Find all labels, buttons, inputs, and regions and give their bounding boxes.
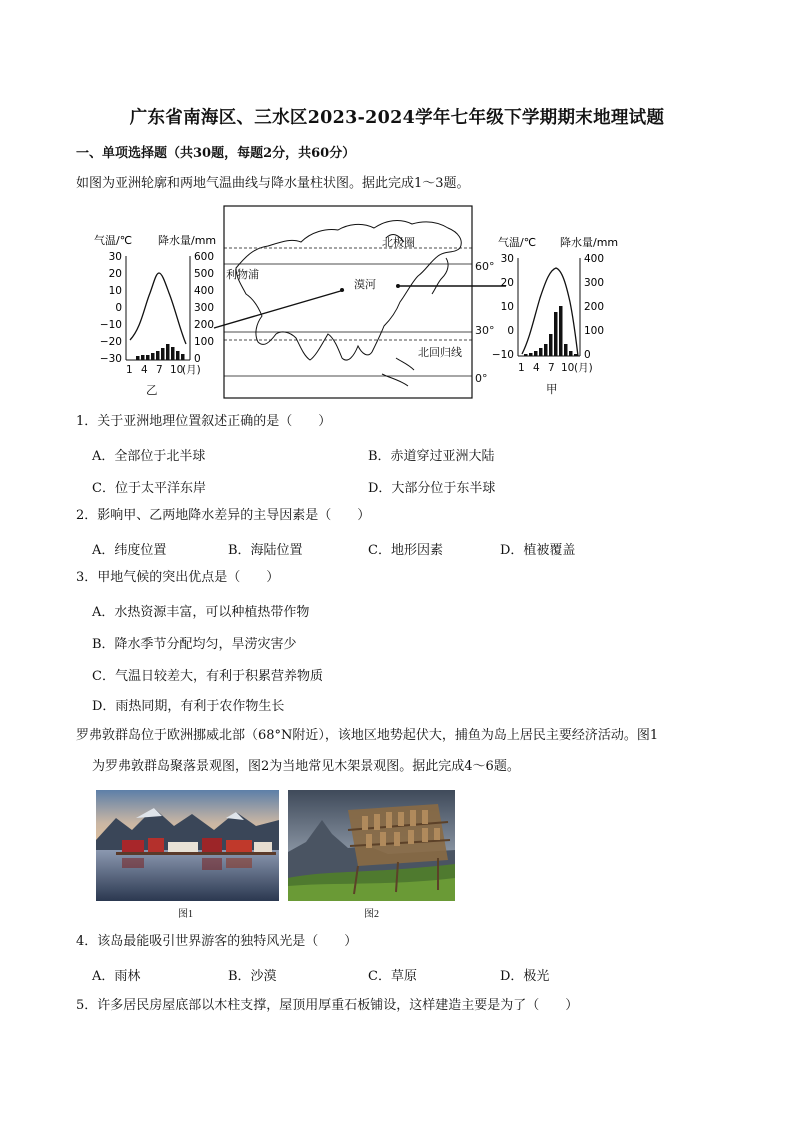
q1-option-b[interactable]: B．赤道穿过亚洲大陆 bbox=[368, 449, 495, 464]
page-title: 广东省南海区、三水区2023-2024学年七年级下学期期末地理试题 bbox=[129, 108, 665, 128]
q4-option-a[interactable]: A．雨林 bbox=[92, 969, 141, 984]
question-1-stem: 1．关于亚洲地理位置叙述正确的是（ ） bbox=[76, 414, 332, 429]
question-5-stem: 5．许多居民房屋底部以木柱支撑，屋顶用厚重石板铺设，这样建造主要是为了（ ） bbox=[76, 998, 579, 1013]
question-3-stem: 3．甲地气候的突出优点是（ ） bbox=[76, 570, 280, 585]
tick: 100 bbox=[584, 325, 605, 337]
tick: 10 bbox=[170, 364, 184, 376]
city-label: 利物浦 bbox=[226, 268, 259, 281]
q2-option-a[interactable]: A．纬度位置 bbox=[92, 543, 167, 558]
tick: 600 bbox=[194, 251, 215, 263]
asia-climate-figure bbox=[86, 198, 646, 406]
q3-option-d[interactable]: D．雨热同期，有利于农作物生长 bbox=[92, 699, 285, 714]
q2-option-b[interactable]: B．海陆位置 bbox=[228, 543, 303, 558]
figure-2-caption: 图2 bbox=[364, 909, 379, 920]
tick: 4 bbox=[533, 362, 540, 374]
q3-option-b[interactable]: B．降水季节分配均匀，旱涝灾害少 bbox=[92, 637, 297, 652]
tick: −10 bbox=[99, 319, 122, 331]
drying-rack-photo bbox=[288, 790, 455, 901]
tick: 1 bbox=[518, 362, 525, 374]
tick: 500 bbox=[194, 268, 215, 280]
tick: 4 bbox=[141, 364, 148, 376]
q4-option-d[interactable]: D．极光 bbox=[500, 969, 550, 984]
tick: 1 bbox=[126, 364, 133, 376]
tick: 400 bbox=[584, 253, 605, 265]
tick: 200 bbox=[194, 319, 215, 331]
tick: 300 bbox=[584, 277, 605, 289]
section-heading: 一、单项选择题（共30题，每题2分，共60分） bbox=[76, 146, 356, 161]
q3-option-c[interactable]: C．气温日较差大，有利于积累营养物质 bbox=[92, 669, 323, 684]
lat-60-label: 60° bbox=[475, 260, 495, 273]
q3-option-a[interactable]: A．水热资源丰富，可以种植热带作物 bbox=[92, 605, 310, 620]
tick: 100 bbox=[194, 336, 215, 348]
tick: −30 bbox=[99, 353, 122, 365]
tick: 0 bbox=[584, 349, 591, 361]
q2-option-d[interactable]: D．植被覆盖 bbox=[500, 543, 576, 558]
tick: −20 bbox=[99, 336, 122, 348]
tick: 400 bbox=[194, 285, 215, 297]
arctic-circle-label: 北极圈 bbox=[382, 236, 415, 249]
figure-1-caption: 图1 bbox=[178, 909, 193, 920]
tick: 200 bbox=[584, 301, 605, 313]
climate-chart-yi bbox=[94, 233, 216, 397]
q4-option-b[interactable]: B．沙漠 bbox=[228, 969, 277, 984]
tropic-label: 北回归线 bbox=[418, 346, 462, 359]
intro-text: 如图为亚洲轮廓和两地气温曲线与降水量柱状图。据此完成1～3题。 bbox=[76, 176, 470, 191]
temp-axis-label: 气温/℃ bbox=[498, 236, 537, 249]
tick: 10 bbox=[108, 285, 122, 297]
tick: 7 bbox=[156, 364, 163, 376]
temp-axis-label: 气温/℃ bbox=[94, 234, 133, 247]
tick: 30 bbox=[108, 251, 122, 263]
q1-option-a[interactable]: A．全部位于北半球 bbox=[92, 449, 206, 464]
lofoten-village-photo bbox=[96, 790, 279, 901]
tick: 20 bbox=[108, 268, 122, 280]
tick: 300 bbox=[194, 302, 215, 314]
tick: 7 bbox=[548, 362, 555, 374]
tick: 10 bbox=[500, 301, 514, 313]
tick: 0 bbox=[194, 353, 201, 365]
intro-text-2: 罗弗敦群岛位于欧洲挪威北部（68°N附近），该地区地势起伏大，捕鱼为岛上居民主要经济活动。图1 bbox=[76, 728, 659, 743]
precip-axis-label: 降水量/mm bbox=[560, 236, 619, 249]
chart-name-jia: 甲 bbox=[546, 382, 558, 396]
chart-name-yi: 乙 bbox=[146, 383, 158, 397]
q1-option-d[interactable]: D．大部分位于东半球 bbox=[368, 481, 496, 496]
climate-chart-jia bbox=[492, 235, 618, 396]
tick: 0 bbox=[115, 302, 122, 314]
tick: 30 bbox=[500, 253, 514, 265]
tick: 0 bbox=[507, 325, 514, 337]
tick: 10 bbox=[561, 362, 575, 374]
question-4-stem: 4．该岛最能吸引世界游客的独特风光是（ ） bbox=[76, 934, 358, 949]
month-unit: (月) bbox=[182, 364, 201, 376]
q1-option-c[interactable]: C．位于太平洋东岸 bbox=[92, 481, 206, 496]
question-2-stem: 2．影响甲、乙两地降水差异的主导因素是（ ） bbox=[76, 508, 371, 523]
mohe-label: 漠河 bbox=[354, 278, 376, 291]
intro-text-2-cont: 为罗弗敦群岛聚落景观图，图2为当地常见木架景观图。据此完成4～6题。 bbox=[92, 759, 520, 774]
tick: 20 bbox=[500, 277, 514, 289]
tick: −10 bbox=[491, 349, 514, 361]
lat-0-label: 0° bbox=[475, 372, 488, 385]
asia-outline-map bbox=[214, 206, 506, 398]
q2-option-c[interactable]: C．地形因素 bbox=[368, 543, 443, 558]
precip-axis-label: 降水量/mm bbox=[158, 234, 217, 247]
month-unit: (月) bbox=[574, 362, 593, 374]
lat-30-label: 30° bbox=[475, 324, 495, 337]
q4-option-c[interactable]: C．草原 bbox=[368, 969, 417, 984]
